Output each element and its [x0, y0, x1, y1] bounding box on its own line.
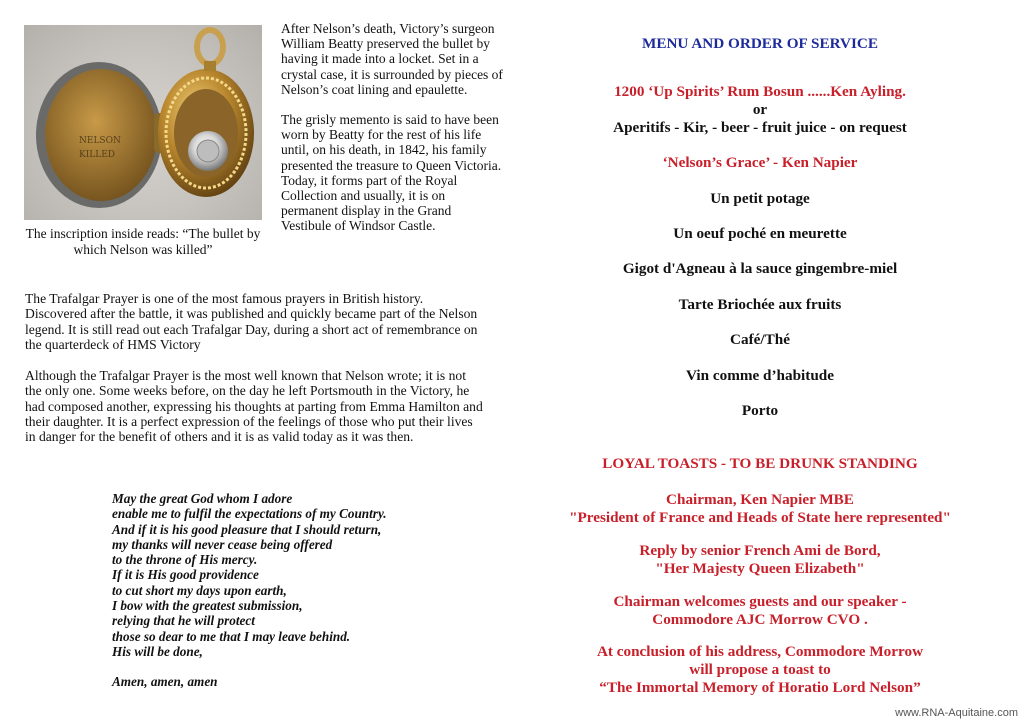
up-spirits-line: 1200 ‘Up Spirits’ Rum Bosun ......Ken Ayling.	[614, 83, 906, 100]
toast-line: Commodore AJC Morrow CVO .	[652, 611, 868, 628]
prayer-line: If it is His good providence	[112, 567, 259, 583]
photo-caption: The inscription inside reads: “The bullet by which Nelson was killed”	[25, 226, 261, 257]
toast-line: Chairman welcomes guests and our speaker -	[613, 593, 907, 610]
aperitifs-line: Aperitifs - Kir, - beer - fruit juice - on request	[613, 119, 907, 136]
menu-column	[510, 0, 1010, 723]
prayer-line: His will be done,	[112, 643, 203, 659]
intro-text	[281, 21, 503, 249]
toast-line: Chairman, Ken Napier MBE	[666, 491, 854, 508]
trafalgar-prayer-paragraph: The Trafalgar Prayer is one of the most famous prayers in British history. Discovered after the battle, it was published and quickly became part of the Nelson legend. It is still read out each Trafalgar Day, during a short act of remembrance on the quarterdeck of HMS Victory	[25, 291, 478, 352]
other-prayer-paragraph: Although the Trafalgar Prayer is the most well known that Nelson wrote; it is not the only one. Some weeks before, on the day he left Portsmouth in the Victory, he had composed another, expressing his thoughts at parting from Emma Hamilton and their daughter. It is a perfect expression of the feelings of those who put their lives in danger for the benefit of others and it is as valid today as it was then.	[25, 368, 483, 445]
prayer-line: relying that he will protect	[112, 613, 255, 629]
watermark: www.RNA-Aquitaine.com	[895, 707, 1018, 719]
svg-text:KILLED: KILLED	[79, 150, 116, 160]
prayer-amen: Amen, amen, amen	[112, 674, 218, 690]
svg-text:NELSON: NELSON	[79, 136, 121, 146]
toast-line: will propose a toast to	[689, 661, 831, 678]
menu-course: Porto	[741, 402, 779, 419]
intro-paragraph: The grisly memento is said to have been worn by Beatty for the rest of his life until, on his death, in 1842, his family presented the treasure to Queen Victoria. Today, it forms part of the Royal Collection and usually, it is on permanent display in the Grand Vestibule of Windsor Castle.	[281, 112, 502, 234]
menu-title: MENU AND ORDER OF SERVICE	[641, 35, 878, 52]
grace-line: ‘Nelson’s Grace’ - Ken Napier	[662, 154, 858, 171]
prayer-text	[112, 491, 452, 690]
toast-line: At conclusion of his address, Commodore Morrow	[596, 643, 924, 660]
prayer-line: May the great God whom I adore	[112, 491, 293, 506]
toast-line: Reply by senior French Ami de Bord,	[639, 542, 881, 559]
locket-photo	[24, 25, 262, 220]
toast-line: “The Immortal Memory of Horatio Lord Nelson”	[599, 679, 921, 696]
toasts-heading: LOYAL TOASTS - TO BE DRUNK STANDING	[602, 455, 918, 472]
menu-course: Gigot d'Agneau à la sauce gingembre-miel	[622, 260, 898, 277]
prayer-line: those so dear to me that I may leave behind.	[112, 628, 351, 644]
intro-paragraph: After Nelson’s death, Victory’s surgeon William Beatty preserved the bullet by having it made into a locket. Set in a crystal case, it is surrounded by pieces of Nelson’s coat lining and epaulette.	[281, 21, 503, 97]
prayer-line: to cut short my days upon earth,	[112, 582, 287, 598]
prayer-line: to the throne of His mercy.	[112, 552, 258, 568]
toast-line: "Her Majesty Queen Elizabeth"	[655, 560, 865, 577]
prayer-line: my thanks will never cease being offered	[112, 536, 333, 552]
or-line: or	[752, 101, 768, 118]
prayer-line: And if it is his good pleasure that I should return,	[112, 521, 382, 537]
menu-course: Un petit potage	[710, 190, 810, 207]
menu-course: Tarte Briochée aux fruits	[678, 296, 842, 313]
prayer-line: I bow with the greatest submission,	[112, 598, 303, 614]
menu-course: Un oeuf poché en meurette	[673, 225, 847, 242]
menu-course: Café/Thé	[730, 331, 790, 348]
menu-course: Vin comme d’habitude	[686, 367, 834, 384]
prayer-line: enable me to fulfil the expectations of my Country.	[112, 506, 387, 522]
toast-line: "President of France and Heads of State here represented"	[569, 509, 951, 526]
